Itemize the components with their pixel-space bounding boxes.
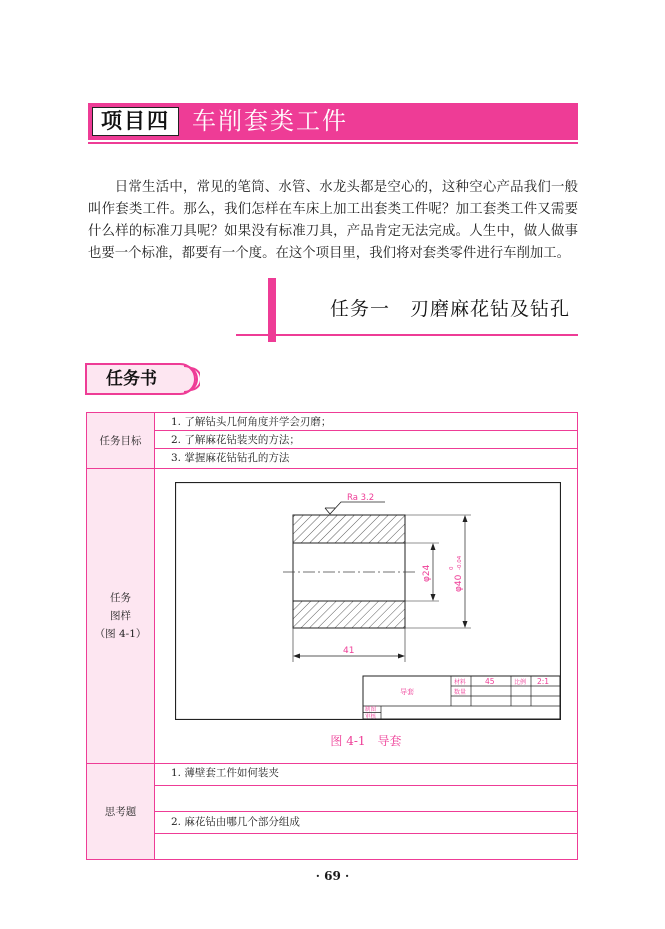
goal-label: 任务目标 xyxy=(87,413,155,468)
task-title: 任务一 刃磨麻花钻及钻孔 xyxy=(330,298,571,320)
checker-label: 审核 xyxy=(365,714,377,720)
project-banner xyxy=(88,103,578,144)
question-1: 1. 薄壁套工件如何装夹 xyxy=(171,767,279,779)
scale-value: 2:1 xyxy=(537,677,550,686)
outer-tolerance-upper: 0 xyxy=(449,566,455,570)
scale-label: 比例 xyxy=(514,679,527,686)
drawing-label-line-1: 任务 xyxy=(110,592,131,604)
question-2: 2. 麻花钻由哪几个部分组成 xyxy=(171,816,300,828)
roughness-symbol xyxy=(325,502,385,514)
material-value: 45 xyxy=(485,677,495,686)
material-label: 材料 xyxy=(454,679,467,686)
task-table xyxy=(86,412,578,860)
figure-caption: 图 4-1 导套 xyxy=(330,734,402,748)
project-title: 车削套类工件 xyxy=(192,107,348,135)
question-line-1 xyxy=(155,785,577,786)
technical-drawing xyxy=(175,482,561,720)
question-line-3 xyxy=(155,833,577,834)
think-label: 思考题 xyxy=(87,764,155,859)
drawing-label xyxy=(87,469,155,763)
banner-underline xyxy=(88,142,578,144)
inner-diameter-label: φ24 xyxy=(422,564,432,582)
part-name: 导套 xyxy=(400,688,414,696)
length-label: 41 xyxy=(343,646,355,656)
question-line-2 xyxy=(155,811,577,812)
upper-wall-section xyxy=(293,515,405,543)
goal-item-2: 2. 了解麻花钻装夹的方法； xyxy=(171,434,300,446)
goal-item-3: 3. 掌握麻花钻钻孔的方法 xyxy=(171,452,290,464)
outer-tolerance-lower: -0.04 xyxy=(457,555,463,570)
task-heading-bar xyxy=(268,278,276,342)
designer-label: 制图 xyxy=(365,707,377,713)
roughness-value: Ra 3.2 xyxy=(347,493,375,503)
goal-divider-1 xyxy=(155,430,577,431)
drawing-label-line-2: 图样 xyxy=(110,610,131,622)
goal-divider-2 xyxy=(155,448,577,449)
goal-item-1: 1. 了解钻头几何角度并学会刃磨； xyxy=(171,416,332,428)
task-book-tag xyxy=(84,362,200,396)
page-number: · 69 · xyxy=(315,869,350,883)
outer-diameter-label: φ40 xyxy=(454,574,464,592)
intro-paragraph: 日常生活中，常见的笔筒、水管、水龙头都是空心的，这种空心产品我们一般叫作套类工件。那么，我们怎样在车床上加工出套类工件呢？加工套类工件又需要什么样的标准刀具呢？如果没有标准刀具，产品肯定无法完成。人生中，做人做事也要一个标准，都要有一个度。在这个项目里，我们将对套类零件进行车削加工。 xyxy=(88,180,578,261)
drawing-label-line-3: （图 4-1） xyxy=(94,628,147,640)
row-divider-1 xyxy=(87,468,577,469)
row-divider-2 xyxy=(87,763,577,764)
task-book-label: 任务书 xyxy=(106,369,157,389)
task-heading-rule xyxy=(236,334,578,336)
quantity-label: 数量 xyxy=(454,689,467,696)
lower-wall-section xyxy=(293,601,405,628)
project-label: 项目四 xyxy=(92,107,179,136)
